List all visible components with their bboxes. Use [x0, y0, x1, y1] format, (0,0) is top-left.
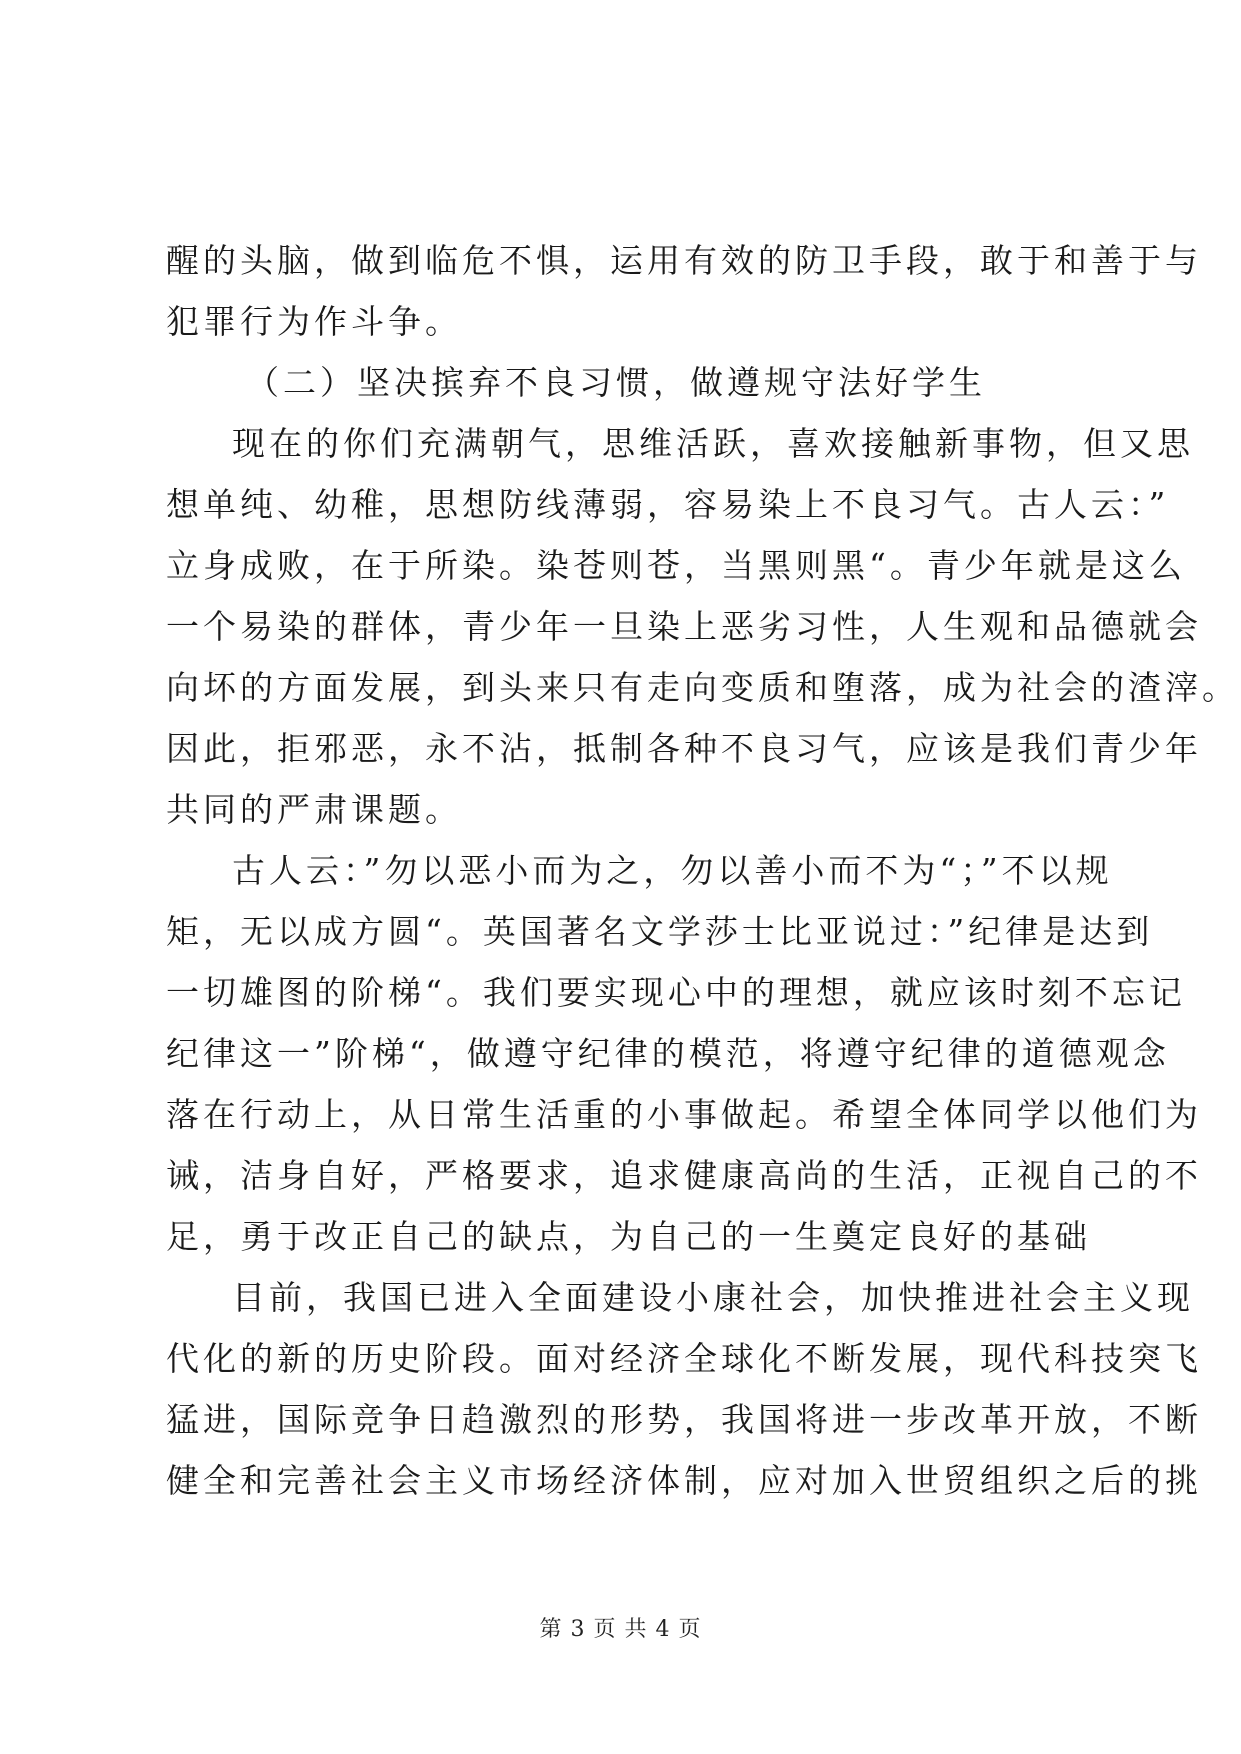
page-number-footer: 第 3 页 共 4 页 [539, 1617, 702, 1642]
text-line: 醒的头脑，做到临危不惧，运用有效的防卫手段，敢于和善于与 [166, 241, 1202, 280]
text-line: 矩，无以成方圆“。英国著名文学莎士比亚说过：”纪律是达到 [166, 912, 1154, 951]
text-line: 犯罪行为作斗争。 [166, 302, 462, 341]
text-line: 一个易染的群体，青少年一旦染上恶劣习性，人生观和品德就会 [166, 607, 1202, 646]
text-line: 古人云：”勿以恶小而为之，勿以善小而不为“；”不以规 [232, 851, 1113, 890]
text-line: 落在行动上，从日常生活重的小事做起。希望全体同学以他们为 [166, 1095, 1202, 1134]
text-line: 共同的严肃课题。 [166, 790, 462, 829]
text-line: 纪律这一”阶梯“，做遵守纪律的模范，将遵守纪律的道德观念 [166, 1034, 1170, 1073]
text-line: 因此，拒邪恶，永不沾，抵制各种不良习气，应该是我们青少年 [166, 729, 1202, 768]
text-line: 诫，洁身自好，严格要求，追求健康高尚的生活，正视自己的不 [166, 1156, 1202, 1195]
text-line: 一切雄图的阶梯“。我们要实现心中的理想，就应该时刻不忘记 [166, 973, 1186, 1012]
text-line: 向坏的方面发展，到头来只有走向变质和堕落，成为社会的渣滓。 [166, 668, 1239, 707]
text-line: 代化的新的历史阶段。面对经济全球化不断发展，现代科技突飞 [166, 1339, 1202, 1378]
text-line: 猛进，国际竞争日趋激烈的形势，我国将进一步改革开放，不断 [166, 1400, 1202, 1439]
text-line: 现在的你们充满朝气，思维活跃，喜欢接触新事物，但又思 [232, 424, 1194, 463]
text-line: 想单纯、幼稚，思想防线薄弱，容易染上不良习气。古人云：” [166, 485, 1170, 524]
section-heading: （二）坚决摈弃不良习惯，做遵规守法好学生 [246, 363, 986, 402]
text-line: 健全和完善社会主义市场经济体制，应对加入世贸组织之后的挑 [166, 1461, 1202, 1500]
text-line: 目前，我国已进入全面建设小康社会，加快推进社会主义现 [232, 1278, 1194, 1317]
body-text [166, 230, 1239, 1511]
text-line: 立身成败，在于所染。染苍则苍，当黑则黑“。青少年就是这么 [166, 546, 1186, 585]
text-line: 足，勇于改正自己的缺点，为自己的一生奠定良好的基础 [166, 1217, 1091, 1256]
